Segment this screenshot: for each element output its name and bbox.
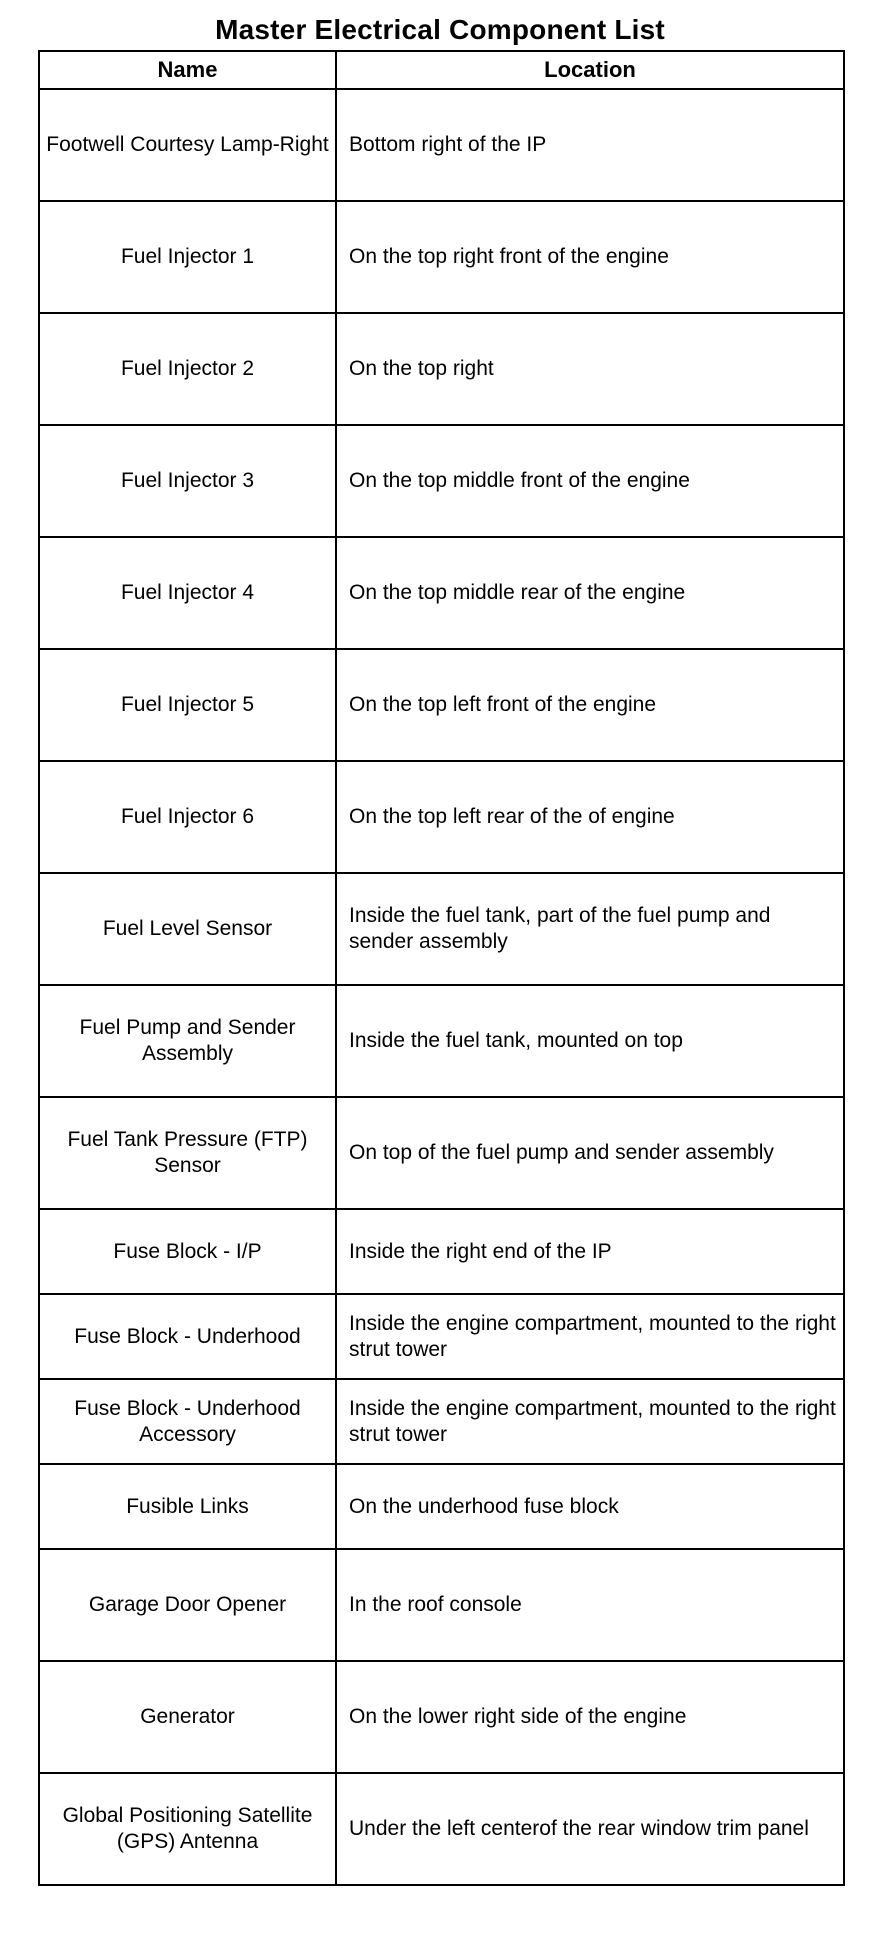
cell-location: On the top middle rear of the engine — [336, 537, 844, 649]
cell-name: Fuse Block - Underhood Accessory — [39, 1379, 336, 1464]
cell-location: Inside the right end of the IP — [336, 1209, 844, 1294]
cell-name: Fuel Pump and Sender Assembly — [39, 985, 336, 1097]
cell-location: Inside the fuel tank, mounted on top — [336, 985, 844, 1097]
table-row — [39, 985, 844, 1097]
cell-name: Garage Door Opener — [39, 1549, 336, 1661]
cell-location: On the top left front of the engine — [336, 649, 844, 761]
table-row — [39, 425, 844, 537]
cell-name: Global Positioning Satellite (GPS) Antenna — [39, 1773, 336, 1885]
cell-name: Fuel Injector 1 — [39, 201, 336, 313]
cell-name: Fuse Block - I/P — [39, 1209, 336, 1294]
cell-location: On the underhood fuse block — [336, 1464, 844, 1549]
table-row — [39, 1549, 844, 1661]
page-title: Master Electrical Component List — [215, 14, 665, 45]
component-table-container — [38, 50, 843, 1886]
cell-location: On the top right — [336, 313, 844, 425]
table-row — [39, 1097, 844, 1209]
cell-name: Footwell Courtesy Lamp-Right — [39, 89, 336, 201]
cell-location: Bottom right of the IP — [336, 89, 844, 201]
cell-name: Fuel Injector 4 — [39, 537, 336, 649]
cell-name: Fuel Tank Pressure (FTP) Sensor — [39, 1097, 336, 1209]
table-row — [39, 649, 844, 761]
table-row — [39, 537, 844, 649]
cell-name: Fuel Injector 2 — [39, 313, 336, 425]
cell-location: Inside the engine compartment, mounted to the right strut tower — [336, 1379, 844, 1464]
cell-name: Generator — [39, 1661, 336, 1773]
cell-location: Under the left centerof the rear window trim panel — [336, 1773, 844, 1885]
cell-location: Inside the engine compartment, mounted to the right strut tower — [336, 1294, 844, 1379]
component-table — [38, 50, 845, 1886]
table-row — [39, 313, 844, 425]
cell-location: In the roof console — [336, 1549, 844, 1661]
table-row — [39, 1773, 844, 1885]
cell-location: On the lower right side of the engine — [336, 1661, 844, 1773]
table-row — [39, 761, 844, 873]
table-row — [39, 1294, 844, 1379]
cell-location: On the top left rear of the of engine — [336, 761, 844, 873]
table-row — [39, 1661, 844, 1773]
cell-name: Fuel Injector 5 — [39, 649, 336, 761]
table-header-row — [39, 51, 844, 89]
table-row — [39, 201, 844, 313]
cell-name: Fuel Injector 6 — [39, 761, 336, 873]
table-row — [39, 1464, 844, 1549]
cell-location: Inside the fuel tank, part of the fuel pump and sender assembly — [336, 873, 844, 985]
cell-location: On the top right front of the engine — [336, 201, 844, 313]
cell-location: On the top middle front of the engine — [336, 425, 844, 537]
cell-name: Fuel Injector 3 — [39, 425, 336, 537]
table-row — [39, 1379, 844, 1464]
column-header-name: Name — [39, 51, 336, 89]
cell-location: On top of the fuel pump and sender assembly — [336, 1097, 844, 1209]
table-row — [39, 1209, 844, 1294]
cell-name: Fusible Links — [39, 1464, 336, 1549]
cell-name: Fuel Level Sensor — [39, 873, 336, 985]
column-header-location: Location — [336, 51, 844, 89]
table-row — [39, 89, 844, 201]
cell-name: Fuse Block - Underhood — [39, 1294, 336, 1379]
table-row — [39, 873, 844, 985]
